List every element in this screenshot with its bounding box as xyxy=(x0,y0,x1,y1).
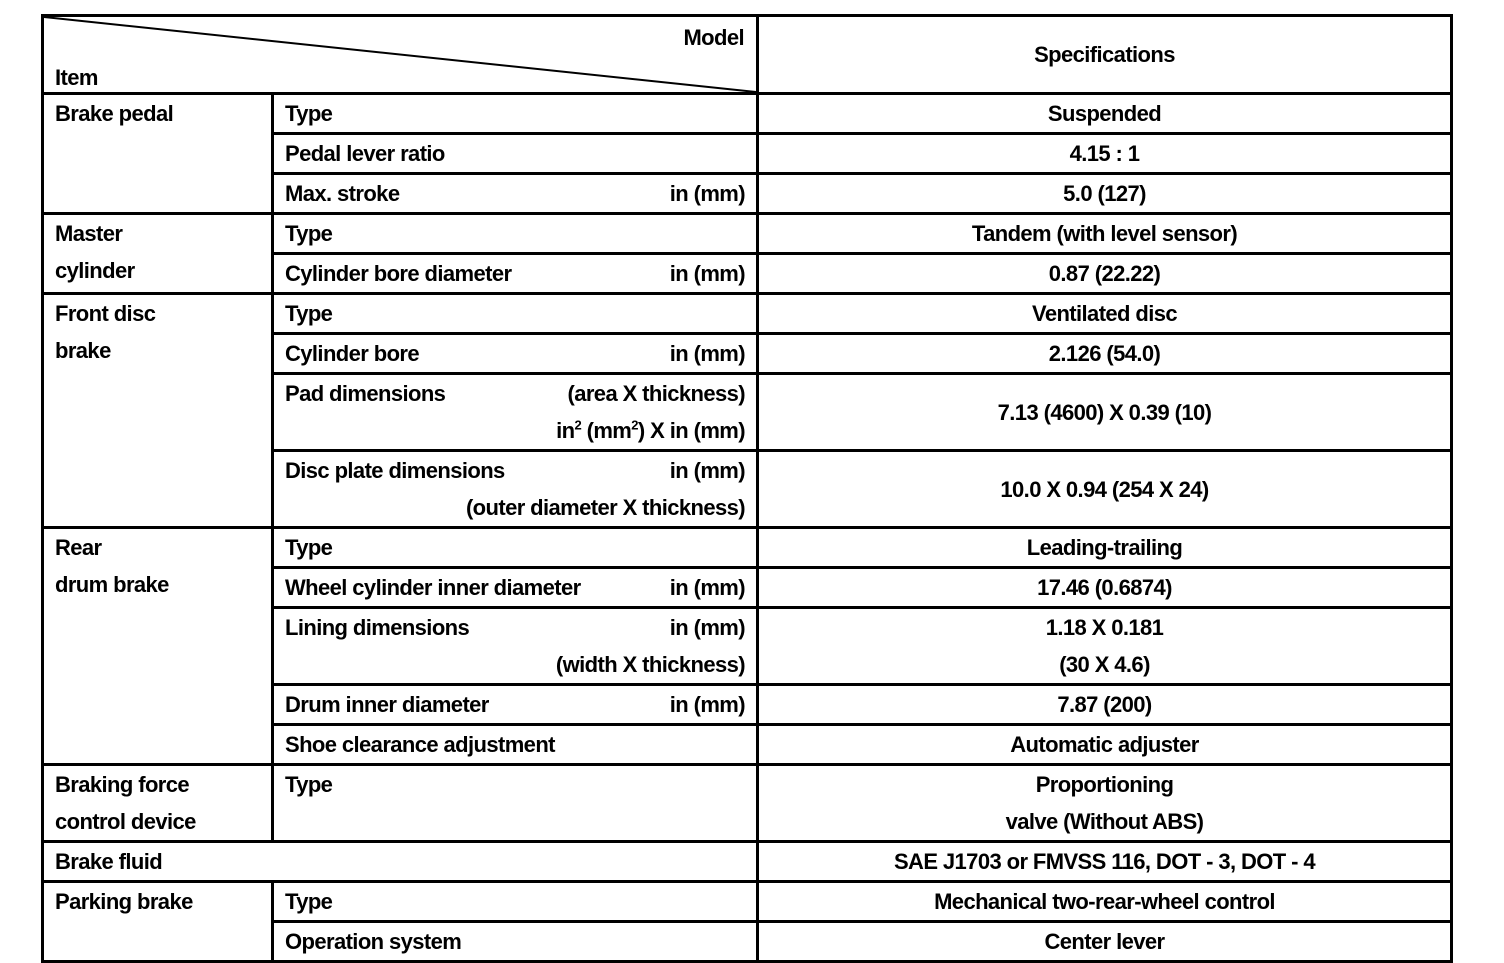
item-label: Type xyxy=(273,294,758,334)
spec-value-line: valve (Without ABS) xyxy=(1005,809,1204,834)
spec-value: Leading-trailing xyxy=(758,528,1452,568)
item-unit: in (mm) xyxy=(669,341,745,366)
spec-value: 0.87 (22.22) xyxy=(758,254,1452,294)
item-label: Cylinder bore xyxy=(285,341,420,366)
spec-value-line: 1.18 X 0.181 xyxy=(1045,615,1164,640)
header-specifications-label: Specifications xyxy=(758,16,1452,94)
section-brake-fluid: Brake fluid xyxy=(43,842,758,882)
spec-value: 4.15 : 1 xyxy=(758,134,1452,174)
item-unit-line2: (outer diameter X thickness) xyxy=(465,495,745,520)
section-name-line: control device xyxy=(55,809,196,834)
item-unit: in (mm) xyxy=(669,261,745,286)
table-row xyxy=(43,294,1452,334)
item-label: Type xyxy=(273,214,758,254)
item-label: Cylinder bore diameter xyxy=(285,261,512,286)
spec-value: 7.87 (200) xyxy=(758,685,1452,725)
section-brake-pedal: Brake pedal xyxy=(43,94,273,214)
spec-value: 7.13 (4600) X 0.39 (10) xyxy=(758,374,1452,451)
item-label: Type xyxy=(273,882,758,922)
spec-value xyxy=(758,608,1452,685)
item-cell xyxy=(273,568,758,608)
spec-value: Tandem (with level sensor) xyxy=(758,214,1452,254)
item-label: Type xyxy=(273,765,758,842)
section-front-disc-brake xyxy=(43,294,273,528)
spec-value: 2.126 (54.0) xyxy=(758,334,1452,374)
item-label: Max. stroke xyxy=(285,181,400,206)
table-row xyxy=(43,94,1452,134)
item-unit: in (mm) xyxy=(669,615,745,640)
section-name-line: drum brake xyxy=(55,572,169,597)
table-header-row xyxy=(43,16,1452,94)
spec-value xyxy=(758,765,1452,842)
spec-value-line: (30 X 4.6) xyxy=(1059,652,1150,677)
spec-value: Automatic adjuster xyxy=(758,725,1452,765)
section-rear-drum-brake xyxy=(43,528,273,765)
section-braking-force-control xyxy=(43,765,273,842)
item-label: Drum inner diameter xyxy=(285,692,489,717)
item-cell xyxy=(273,608,758,685)
item-cell xyxy=(273,334,758,374)
item-label: Pad dimensions xyxy=(285,381,446,406)
item-unit: in (mm) xyxy=(669,692,745,717)
header-item-label: Item xyxy=(55,65,98,90)
item-unit: (area X thickness) xyxy=(567,381,745,406)
item-label: Operation system xyxy=(273,922,758,962)
item-cell xyxy=(273,374,758,451)
table-row xyxy=(43,214,1452,254)
spec-value: 5.0 (127) xyxy=(758,174,1452,214)
section-name-line: Rear xyxy=(55,535,102,560)
item-unit-line2: $in^2$ $(mm^2)$ X in (mm) xyxy=(556,417,745,443)
item-cell xyxy=(273,174,758,214)
item-unit: in (mm) xyxy=(669,181,745,206)
item-label: Lining dimensions xyxy=(285,615,470,640)
diagonal-divider xyxy=(44,17,756,92)
item-label: Disc plate dimensions xyxy=(285,458,505,483)
section-name-line: Braking force xyxy=(55,772,190,797)
spec-value: 10.0 X 0.94 (254 X 24) xyxy=(758,451,1452,528)
section-name-line: brake xyxy=(55,338,111,363)
spec-value: 17.46 (0.6874) xyxy=(758,568,1452,608)
table-row xyxy=(43,528,1452,568)
section-name-line: cylinder xyxy=(55,258,135,283)
section-name-line: Master xyxy=(55,221,123,246)
item-cell xyxy=(273,254,758,294)
spec-value: Suspended xyxy=(758,94,1452,134)
brake-specifications-table xyxy=(41,14,1453,963)
table-row xyxy=(43,765,1452,842)
header-model-label: Model xyxy=(683,25,744,50)
table-row xyxy=(43,842,1452,882)
header-corner-cell xyxy=(43,16,758,94)
item-cell xyxy=(273,451,758,528)
section-parking-brake: Parking brake xyxy=(43,882,273,962)
section-master-cylinder xyxy=(43,214,273,294)
table-row xyxy=(43,882,1452,922)
spec-value: Center lever xyxy=(758,922,1452,962)
item-unit: in (mm) xyxy=(669,575,745,600)
item-label: Type xyxy=(273,94,758,134)
item-unit: in (mm) xyxy=(669,458,745,483)
section-name-line: Front disc xyxy=(55,301,156,326)
spec-value-line: Proportioning xyxy=(1035,772,1174,797)
item-label: Wheel cylinder inner diameter xyxy=(285,575,581,600)
item-label: Shoe clearance adjustment xyxy=(273,725,758,765)
item-label: Type xyxy=(273,528,758,568)
spec-value: Mechanical two-rear-wheel control xyxy=(758,882,1452,922)
item-cell xyxy=(273,685,758,725)
item-unit-line2: (width X thickness) xyxy=(555,652,745,677)
spec-value: SAE J1703 or FMVSS 116, DOT - 3, DOT - 4 xyxy=(758,842,1452,882)
spec-value: Ventilated disc xyxy=(758,294,1452,334)
item-label: Pedal lever ratio xyxy=(273,134,758,174)
